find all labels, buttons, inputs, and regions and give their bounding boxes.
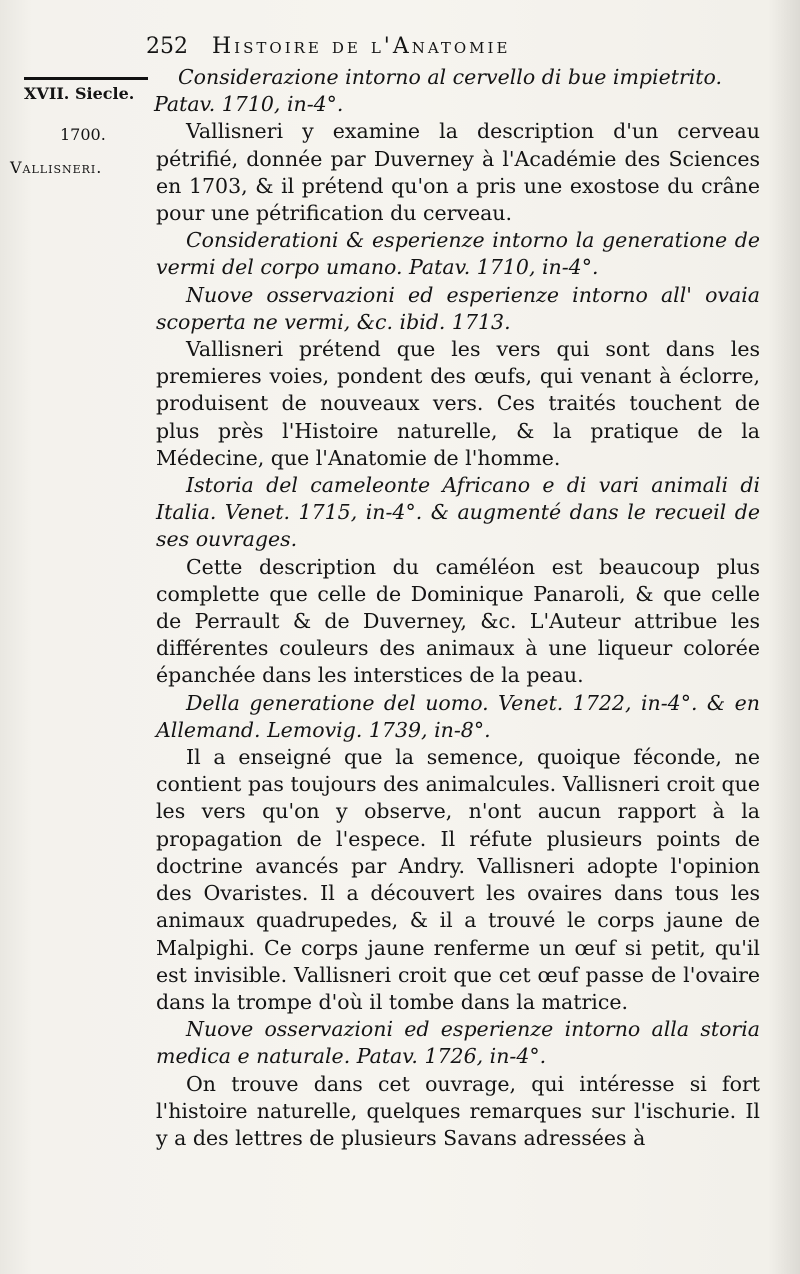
- paragraph: Della generatione del uomo. Venet. 1722, in-4°. & en Allemand. Lemovig. 1739, in-8°.: [156, 690, 760, 742]
- paragraph: Vallisneri y examine la description d'un cerveau pétrifié, donnée par Duverney à l'Académie des Sciences en 1703, & il prétend qu'on a pris une exostose du crâne pour une pétrification du cerveau.: [156, 119, 760, 226]
- paragraph: Vallisneri prétend que les vers qui sont dans les premieres voies, pondent des œufs, qui venant à éclorre, produisent de nouveaux vers. Ces traités touchent de plus près l'Histoire naturelle, & la pratique de la Médecine, que l'Anatomie de l'homme.: [156, 337, 760, 470]
- paragraph: Cette description du caméléon est beaucoup plus complette que celle de Dominique Panaroli, & que celle de Perrault & de Duverney, &c. L'Auteur attribue les différentes couleurs des animaux à une liqueur colorée épanchée dans les interstices de la peau.: [156, 554, 760, 688]
- text-column: [156, 64, 760, 1152]
- margin-century: XVII. Siecle.: [24, 84, 135, 103]
- running-header: [146, 34, 766, 59]
- margin-year: 1700.: [60, 125, 106, 144]
- paragraph: Il a enseigné que la semence, quoique féconde, ne contient pas toujours des animalcules. Vallisneri croit que les vers qu'on y observe, n'ont aucun rapport à la propagation de l'espece. Il réfute plusieurs points de doctrine avancés par Andry. Vallisneri adopte l'opinion des Ovaristes. Il a découvert les ovaires dans tous les animaux quadrupedes, & il a trouvé le corps jaune de Malpighi. Ce corps jaune renferme un œuf si petit, qu'il est invisible. Vallisneri croit que cet œuf passe de l'ovaire dans la trompe d'où il tombe dans la matrice.: [156, 745, 760, 1014]
- paragraph: Nuove osservazioni ed esperienze intorno all' ovaia scoperta ne vermi, &c. ibid. 1713.: [156, 282, 760, 334]
- running-title: Histoire de l'Anatomie: [212, 34, 511, 59]
- page-number: 252: [146, 34, 188, 59]
- paragraph: Patav. 1710, in-4°.: [154, 92, 344, 117]
- paragraph: Nuove osservazioni ed esperienze intorno alla storia medica e naturale. Patav. 1726, in-4°.: [156, 1017, 760, 1069]
- margin-author: Vallisneri.: [10, 158, 103, 177]
- margin-rule: [24, 77, 148, 80]
- paragraph: Considerazione intorno al cervello di bue impietrito.: [178, 65, 723, 89]
- paragraph: Istoria del cameleonte Africano e di vari animali di Italia. Venet. 1715, in-4°. & augmenté dans le recueil de ses ouvrages.: [156, 473, 760, 552]
- paragraph: On trouve dans cet ouvrage, qui intéresse si fort l'histoire naturelle, quelques remarques sur l'ischurie. Il y a des lettres de plusieurs Savans adressées à: [156, 1071, 760, 1150]
- paragraph: Considerationi & esperienze intorno la generatione de vermi del corpo umano. Patav. 1710, in-4°.: [156, 228, 760, 280]
